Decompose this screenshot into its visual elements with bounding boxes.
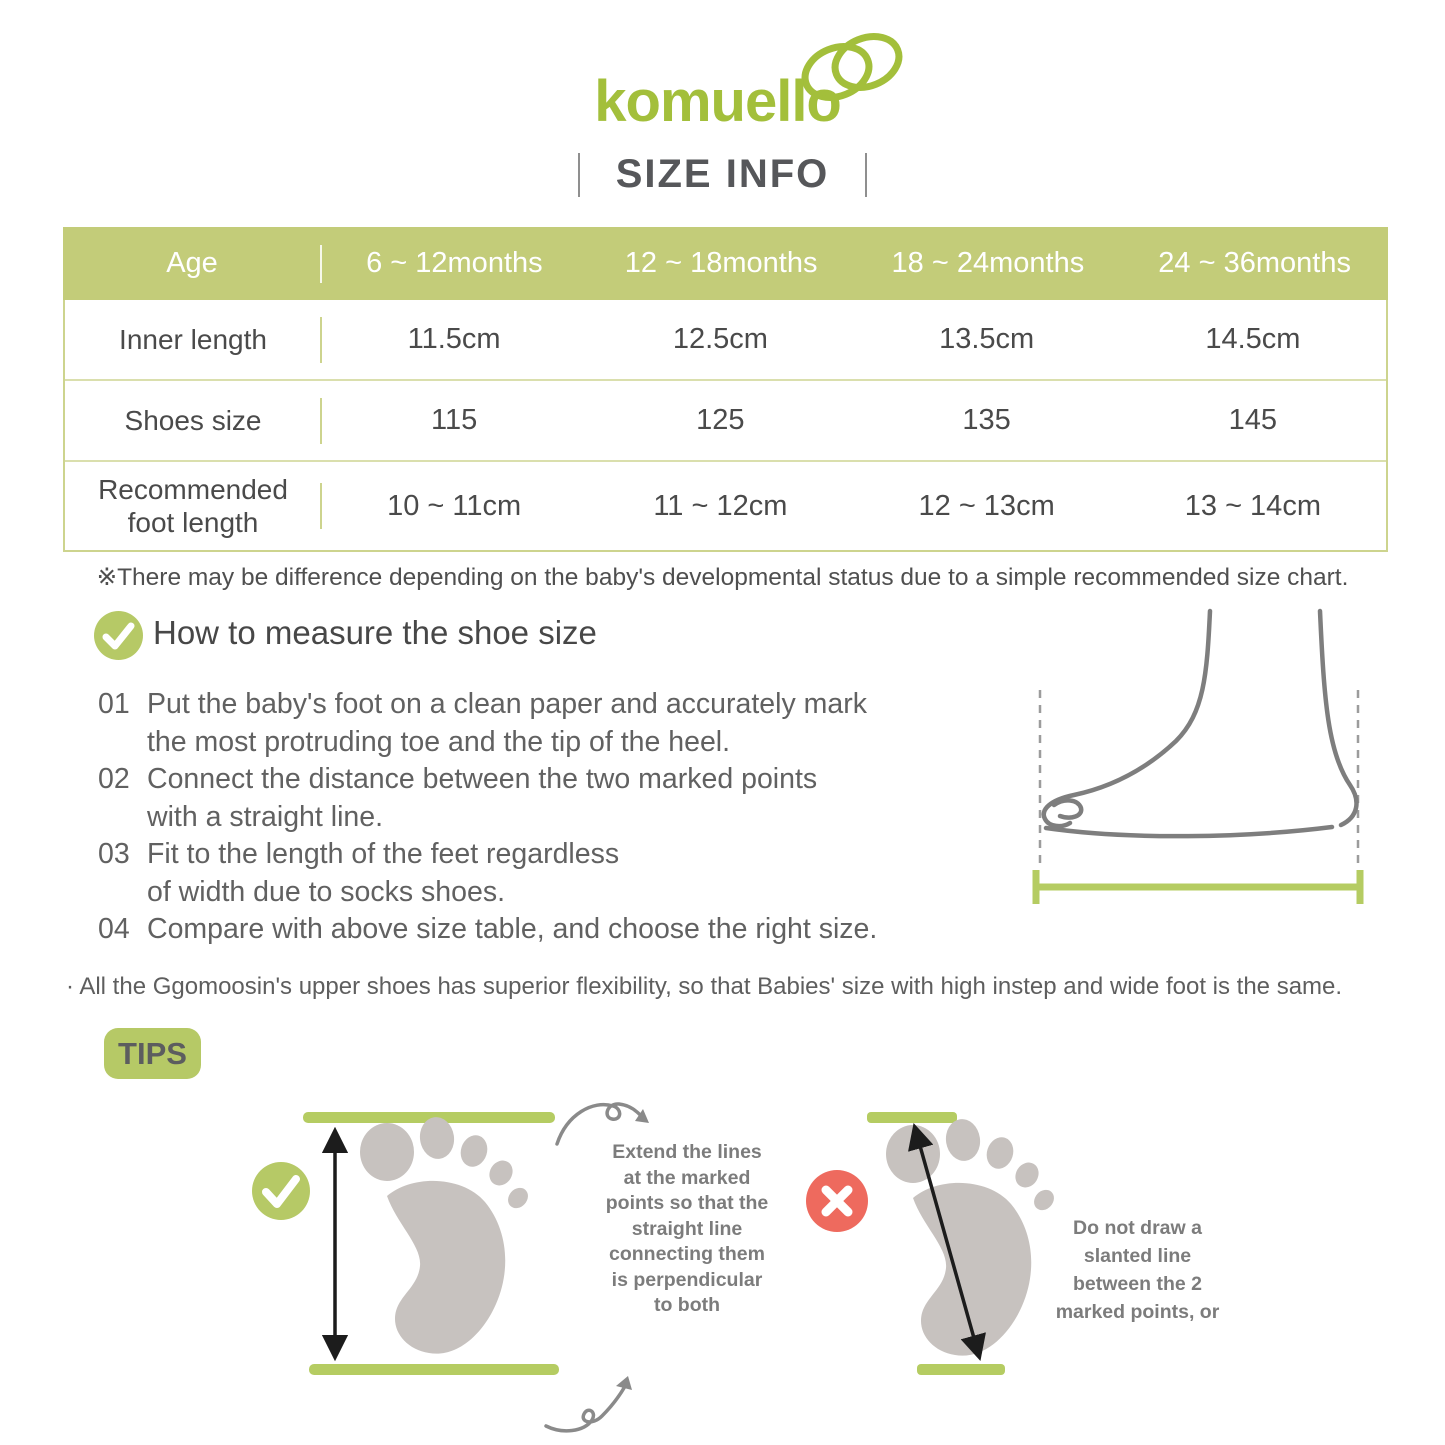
header-col-1: 6 ~ 12months [366, 247, 543, 279]
table-row-shoes-size [65, 381, 1386, 462]
cell: 135 [962, 404, 1011, 436]
row-label: Inner length [65, 323, 321, 356]
step-01 [98, 686, 998, 761]
header-col-4: 24 ~ 36months [1158, 247, 1351, 279]
step-text: Connect the distance between the two marked points with a straight line. [147, 763, 818, 833]
cell: 12 ~ 13cm [918, 489, 1055, 522]
cell: 13.5cm [939, 323, 1035, 355]
cell: 14.5cm [1205, 323, 1301, 355]
size-table-header [63, 227, 1388, 300]
step-number: 02 [98, 763, 130, 795]
title-left-bar [578, 153, 580, 197]
step-number: 04 [98, 913, 130, 945]
flexibility-footnote: · All the Ggomoosin's upper shoes has superior flexibility, so that Babies' size with high instep and wide foot is the same. [66, 973, 1343, 1000]
howto-steps [98, 686, 998, 949]
step-text: Compare with above size table, and choose the right size. [147, 913, 878, 945]
cell: 145 [1228, 404, 1278, 436]
step-number: 01 [98, 688, 130, 720]
header-col-2: 12 ~ 18months [624, 247, 818, 279]
page-title: SIZE INFO [615, 152, 830, 196]
check-circle-icon [94, 611, 143, 660]
step-03 [98, 836, 998, 911]
size-table-note: ※There may be difference depending on the baby's developmental status due to a simple recommended size chart. [96, 564, 1349, 591]
header-col-3: 18 ~ 24months [891, 247, 1085, 279]
curly-arrow-bottom-icon [540, 1372, 650, 1436]
cell: 13 ~ 14cm [1184, 489, 1321, 522]
title-right-bar [865, 153, 867, 197]
header-age: Age [63, 247, 321, 280]
howto-title: How to measure the shoe size [153, 614, 597, 651]
cell: 10 ~ 11cm [387, 489, 522, 522]
foot-measure-diagram [1000, 605, 1395, 905]
row-label: Shoes size [65, 404, 321, 437]
tip-incorrect-text: Do not draw a slanted line between the 2 marked points, or [1055, 1217, 1220, 1323]
size-table [63, 227, 1388, 552]
brand-wordmark: komuello [594, 69, 841, 134]
cell: 12.5cm [672, 323, 768, 355]
step-04 [98, 911, 998, 949]
step-text: Put the baby's foot on a clean paper and accurately mark the most protruding toe and the tip of the heel. [147, 688, 867, 758]
tips-badge: TIPS [104, 1028, 201, 1079]
table-row-inner-length [65, 300, 1386, 381]
cell: 11.5cm [407, 323, 501, 355]
cell: 11 ~ 12cm [653, 489, 788, 522]
footprint-correct-figure [295, 1106, 565, 1386]
row-label: Recommended foot length [65, 473, 321, 539]
table-row-recommended-foot-length [65, 462, 1386, 550]
page-title-row [0, 152, 1445, 197]
tip-correct-text: Extend the lines at the marked points so that the straight line connecting them is perpendicular to both [605, 1141, 769, 1316]
cell: 115 [431, 404, 478, 436]
cell: 125 [696, 404, 745, 436]
step-number: 03 [98, 838, 130, 870]
size-table-body [63, 300, 1388, 552]
step-text: Fit to the length of the feet regardless of width due to socks shoes. [147, 838, 620, 908]
step-02 [98, 761, 998, 836]
